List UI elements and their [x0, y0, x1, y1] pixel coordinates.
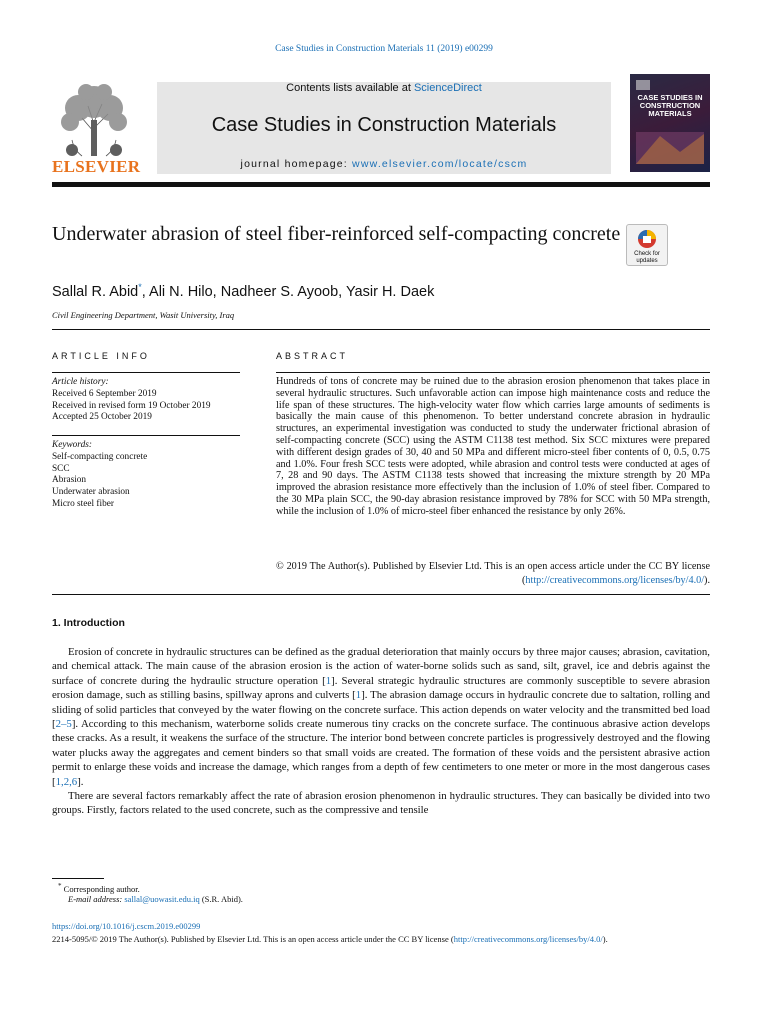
history-label: Article history: — [52, 377, 109, 387]
info-divider — [52, 435, 240, 436]
issn-text: 2214-5095/© 2019 The Author(s). Published by Elsevier Ltd. This is an open access article under the CC BY license ( — [52, 934, 454, 944]
citation-link[interactable]: 1,2,6 — [55, 775, 78, 788]
history-item: Received in revised form 19 October 2019 — [52, 400, 211, 411]
journal-homepage-line — [157, 158, 611, 170]
issn-license-line — [52, 933, 712, 945]
abstract-divider — [276, 372, 710, 373]
co-authors: , Ali N. Hilo, Nadheer S. Ayoob, Yasir H. Daek — [141, 283, 435, 300]
article-info-caption: ARTICLE INFO — [52, 351, 150, 361]
history-item: Received 6 September 2019 — [52, 388, 157, 399]
keyword-item: Abrasion — [52, 475, 87, 486]
contents-prefix: Contents lists available at — [286, 82, 414, 94]
issn-end: ). — [602, 934, 608, 944]
license-link[interactable]: http://creativecommons.org/licenses/by/4.0/ — [525, 574, 705, 586]
keyword-item: Self-compacting concrete — [52, 451, 148, 462]
abstract-text: Hundreds of tons of concrete may be ruined due to the abrasion erosion phenomenon that takes place in several hydraulic structures. Such unfavorable action can impose high maintenance costs and reduce the life span of these structures. The high-velocity water flow which carries large amounts of sediments is basically the main cause of this phenomenon. To better understand concrete abrasion in hydraulic structures, an experimental investigation was conducted to study the underwater frictional abrasion of self-compacting concrete (SCC) using the ASTM C1138 test method. Six SCC mixtures were prepared with different design grades of 30, 40 and 50 MPa and different micro-steel fiber contents of 0, 0.5, 0.75 and 1.0%. Four fresh SCC tests were adopted, while abrasion and control tests were conducted at ages of 7, 28 and 90 days. The ASTM C1138 tests showed that increasing the mixture strength by 20 MPa improved the abrasion resistance more effectively than the inclusion of 1.0% of steel fiber. Compared to the 30 MPa plain SCC, the 90-day abrasion resistance improved by 78% for SCC with 50 MPa strength, while the inclusion of 1.0% of micro-steel fiber enhanced the resistance by only 26%. — [276, 376, 710, 517]
sciencedirect-link[interactable]: ScienceDirect — [413, 82, 482, 94]
abstract-caption: ABSTRACT — [276, 351, 349, 361]
author-name[interactable]: Sallal R. Abid — [52, 283, 139, 300]
keywords-label: Keywords: — [52, 440, 92, 450]
copyright-text: © 2019 The Author(s). Published by Elsevier Ltd. This is an open access article under the CC BY license ( — [276, 561, 710, 586]
badge-label: Check for updates — [634, 251, 660, 264]
email-link[interactable]: sallal@uowasit.edu.iq — [124, 894, 200, 904]
footnote-text: Corresponding author. — [63, 883, 140, 894]
article-history — [52, 377, 242, 424]
text-run: ]. — [77, 775, 84, 788]
citation-link[interactable]: 1 — [355, 689, 362, 702]
paragraph: There are several factors remarkably affect the rate of abrasion erosion phenomenon in hydraulic structures. They can basically be divided into two groups. Firstly, factors related to the used concrete, such as the compressive and tensile — [52, 790, 710, 817]
doi-link[interactable]: https://doi.org/10.1016/j.cscm.2019.e00299 — [52, 921, 201, 931]
section-heading: 1. Introduction — [52, 617, 125, 629]
text-run: ]. According to this mechanism, waterborne solids create numerous tiny cracks on the concrete surface. The continuous abrasive action develops these cracks. As a result, it weakens the surface of the structure. The interior bond between concrete particles is progressively destroyed and the flowing water plucks away the aggregates and cement binders so that small voids are created. The formation of these voids and the persistent abrasive action permit to enlarge these voids and increase the damage, which ranges from a depth of few centimeters to one meter or more in the most dangerous cases [ — [52, 718, 710, 788]
abstract-copyright — [276, 560, 710, 587]
keyword-item: Micro steel fiber — [52, 498, 114, 509]
journal-cover-thumbnail[interactable] — [630, 74, 710, 172]
keyword-item: SCC — [52, 463, 70, 474]
keyword-item: Underwater abrasion — [52, 487, 130, 498]
title-divider — [52, 329, 710, 330]
header-divider — [52, 182, 710, 187]
introduction-body — [52, 645, 710, 818]
email-owner: (S.R. Abid). — [199, 894, 243, 904]
paragraph — [52, 645, 710, 789]
abstract-bottom-divider — [52, 594, 710, 595]
copyright-end: ). — [704, 574, 710, 586]
homepage-link[interactable]: www.elsevier.com/locate/cscm — [352, 158, 528, 170]
citation-link[interactable]: 2–5 — [55, 718, 72, 731]
check-for-updates-badge[interactable] — [626, 224, 668, 266]
history-item: Accepted 25 October 2019 — [52, 412, 152, 423]
citation-link[interactable]: 1 — [325, 674, 332, 687]
elsevier-wordmark: ELSEVIER — [52, 157, 141, 176]
corresponding-author-note — [58, 882, 140, 894]
email-label: E-mail address: — [68, 894, 125, 904]
author-list — [52, 282, 712, 300]
email-note — [68, 894, 243, 904]
journal-title: Case Studies in Construction Materials — [211, 114, 557, 136]
text-run: ]. Several strategic hydraulic structures are commonly susceptible to severe abrasion erosion damage, such as stilling basins, spillway aprons and culverts [ — [52, 674, 710, 702]
license-link[interactable]: http://creativecommons.org/licenses/by/4.0/ — [453, 934, 603, 944]
keywords — [52, 440, 242, 511]
journal-reference[interactable]: Case Studies in Construction Materials 11 (2019) e00299 — [275, 44, 493, 54]
corresponding-author-mark[interactable]: * — [138, 282, 142, 292]
info-divider — [52, 372, 240, 373]
homepage-prefix: journal homepage: — [240, 158, 353, 170]
text-run: ]. The abrasion damage occurs in hydraulic concrete due to saltation, rolling and sliding of solid particles that conveyed by the water flowing on the concrete surface. This action depends on water velocity and the transmitted bed load [ — [52, 689, 710, 731]
cover-title-text: CASE STUDIES IN CONSTRUCTION MATERIALS — [637, 93, 703, 118]
affiliation: Civil Engineering Department, Wasit University, Iraq — [52, 310, 235, 320]
article-title: Underwater abrasion of steel fiber-reinforced self-compacting concrete — [52, 223, 621, 245]
text-run: Erosion of concrete in hydraulic structures can be defined as the gradual deterioration that mainly occurs by three major causes; abrasion, cavitation, and chemical attack. The main cause of the abrasion erosion is the action of water-borne solids such as sand, silt, gravel, ice and debris against the surface of concrete during the hydraulic structure operation [ — [52, 646, 710, 687]
footnote-divider — [52, 878, 104, 879]
footnote-mark: * — [58, 882, 62, 890]
contents-line — [157, 82, 611, 94]
